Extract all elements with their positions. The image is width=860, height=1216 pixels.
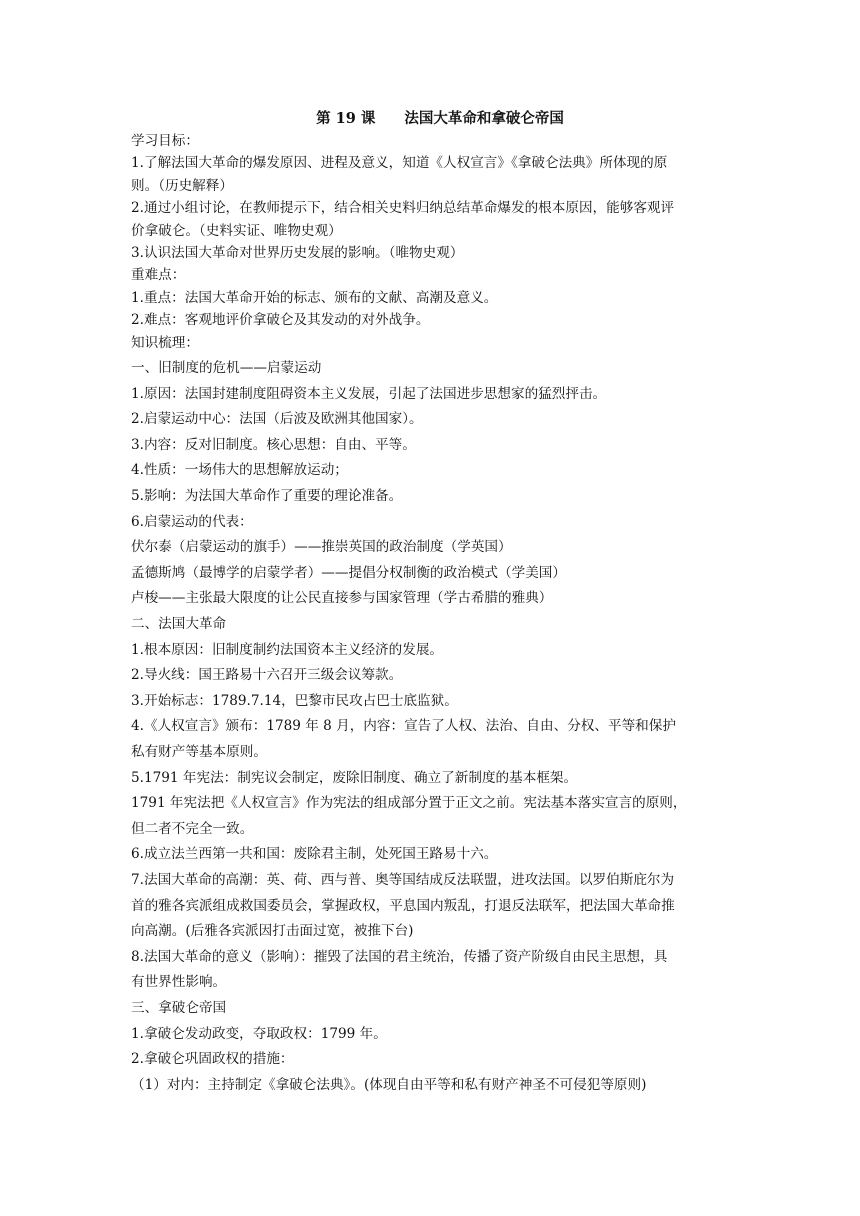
text-line: 2.通过小组讨论，在教师提示下，结合相关史料归纳总结革命爆发的根本原因，能够客观评 — [131, 200, 675, 217]
text-line: 一、旧制度的危机——启蒙运动 — [131, 360, 322, 377]
text-line: 三、拿破仑帝国 — [131, 999, 227, 1016]
text-line: 孟德斯鸠（最博学的启蒙学者）——提倡分权制衡的政治模式（学美国） — [131, 564, 566, 581]
text-line: 二、法国大革命 — [131, 616, 227, 632]
text-line: 4.《人权宣言》颁布：1789 年 8 月，内容：宣告了人权、法治、自由、分权、平等和保护 — [131, 718, 676, 735]
text-line: 2.难点：客观地评价拿破仑及其发动的对外战争。 — [131, 312, 430, 329]
text-line: 2.启蒙运动中心：法国（后波及欧洲其他国家）。 — [131, 411, 423, 428]
text-line: 5.1791 年宪法：制宪议会制定，废除旧制度、确立了新制度的基本框架。 — [131, 769, 578, 786]
text-line: 学习目标： — [131, 133, 199, 149]
text-line: 私有财产等基本原则。 — [131, 743, 267, 760]
text-line: 3.内容：反对旧制度。核心思想：自由、平等。 — [131, 436, 416, 453]
text-line: 价拿破仑。（史料实证、唯物史观） — [131, 222, 342, 239]
text-line: 6.启蒙运动的代表： — [131, 513, 253, 530]
text-line: 1.根本原因：旧制度制约法国资本主义经济的发展。 — [131, 641, 444, 658]
text-line: 但二者不完全一致。 — [131, 820, 254, 837]
text-line: 则。（历史解释） — [131, 177, 233, 194]
text-line: 5.影响：为法国大革命作了重要的理论准备。 — [131, 488, 403, 505]
text-line: 1.拿破仑发动政变，夺取政权：1799 年。 — [131, 1025, 387, 1042]
learning-goals-section — [131, 130, 731, 354]
text-line: 有世界性影响。 — [131, 974, 227, 991]
text-line: 1791 年宪法把《人权宣言》作为宪法的组成部分置于正文之前。宪法基本落实宣言的原则， — [131, 795, 687, 812]
knowledge-section — [131, 356, 731, 1098]
text-line: 8.法国大革命的意义（影响）：摧毁了法国的君主统治，传播了资产阶级自由民主思想，具 — [131, 948, 668, 965]
text-line: 2.拿破仑巩固政权的措施： — [131, 1051, 294, 1068]
text-line: 1.了解法国大革命的爆发原因、进程及意义，知道《人权宣言》《拿破仑法典》所体现的原 — [131, 155, 668, 172]
text-line: 7.法国大革命的高潮：英、荷、西与普、奥等国结成反法联盟，进攻法国。以罗伯斯庇尔为 — [131, 871, 675, 888]
text-line: 首的雅各宾派组成救国委员会，掌握政权，平息国内叛乱，打退反法联军，把法国大革命推 — [131, 897, 675, 914]
text-line: 6.成立法兰西第一共和国：废除君主制，处死国王路易十六。 — [131, 846, 498, 863]
lesson-title: 第 19 课 法国大革命和拿破仑帝国 — [316, 110, 564, 127]
text-line: （1）对内：主持制定《拿破仑法典》。(体现自由平等和私有财产神圣不可侵犯等原则) — [131, 1076, 647, 1093]
document-page — [131, 108, 731, 1098]
text-line: 4.性质：一场伟大的思想解放运动； — [131, 462, 348, 479]
text-line: 2.导火线：国王路易十六召开三级会议筹款。 — [131, 667, 403, 684]
text-line: 伏尔泰（启蒙运动的旗手）——推崇英国的政治制度（学英国） — [131, 539, 512, 556]
text-line: 重难点： — [131, 267, 186, 284]
text-line: 向高潮。(后雅各宾派因打击面过宽，被推下台) — [131, 923, 414, 940]
text-line: 知识梳理： — [131, 334, 199, 351]
text-line: 1.重点：法国大革命开始的标志、颁布的文献、高潮及意义。 — [131, 289, 498, 306]
text-line: 3.认识法国大革命对世界历史发展的影响。（唯物史观） — [131, 245, 464, 262]
text-line: 1.原因：法国封建制度阻碍资本主义发展，引起了法国进步思想家的猛烈抨击。 — [131, 385, 607, 402]
text-line: 卢梭——主张最大限度的让公民直接参与国家管理（学古希腊的雅典） — [131, 590, 553, 607]
text-line: 3.开始标志：1789.7.14，巴黎市民攻占巴士底监狱。 — [131, 692, 458, 709]
